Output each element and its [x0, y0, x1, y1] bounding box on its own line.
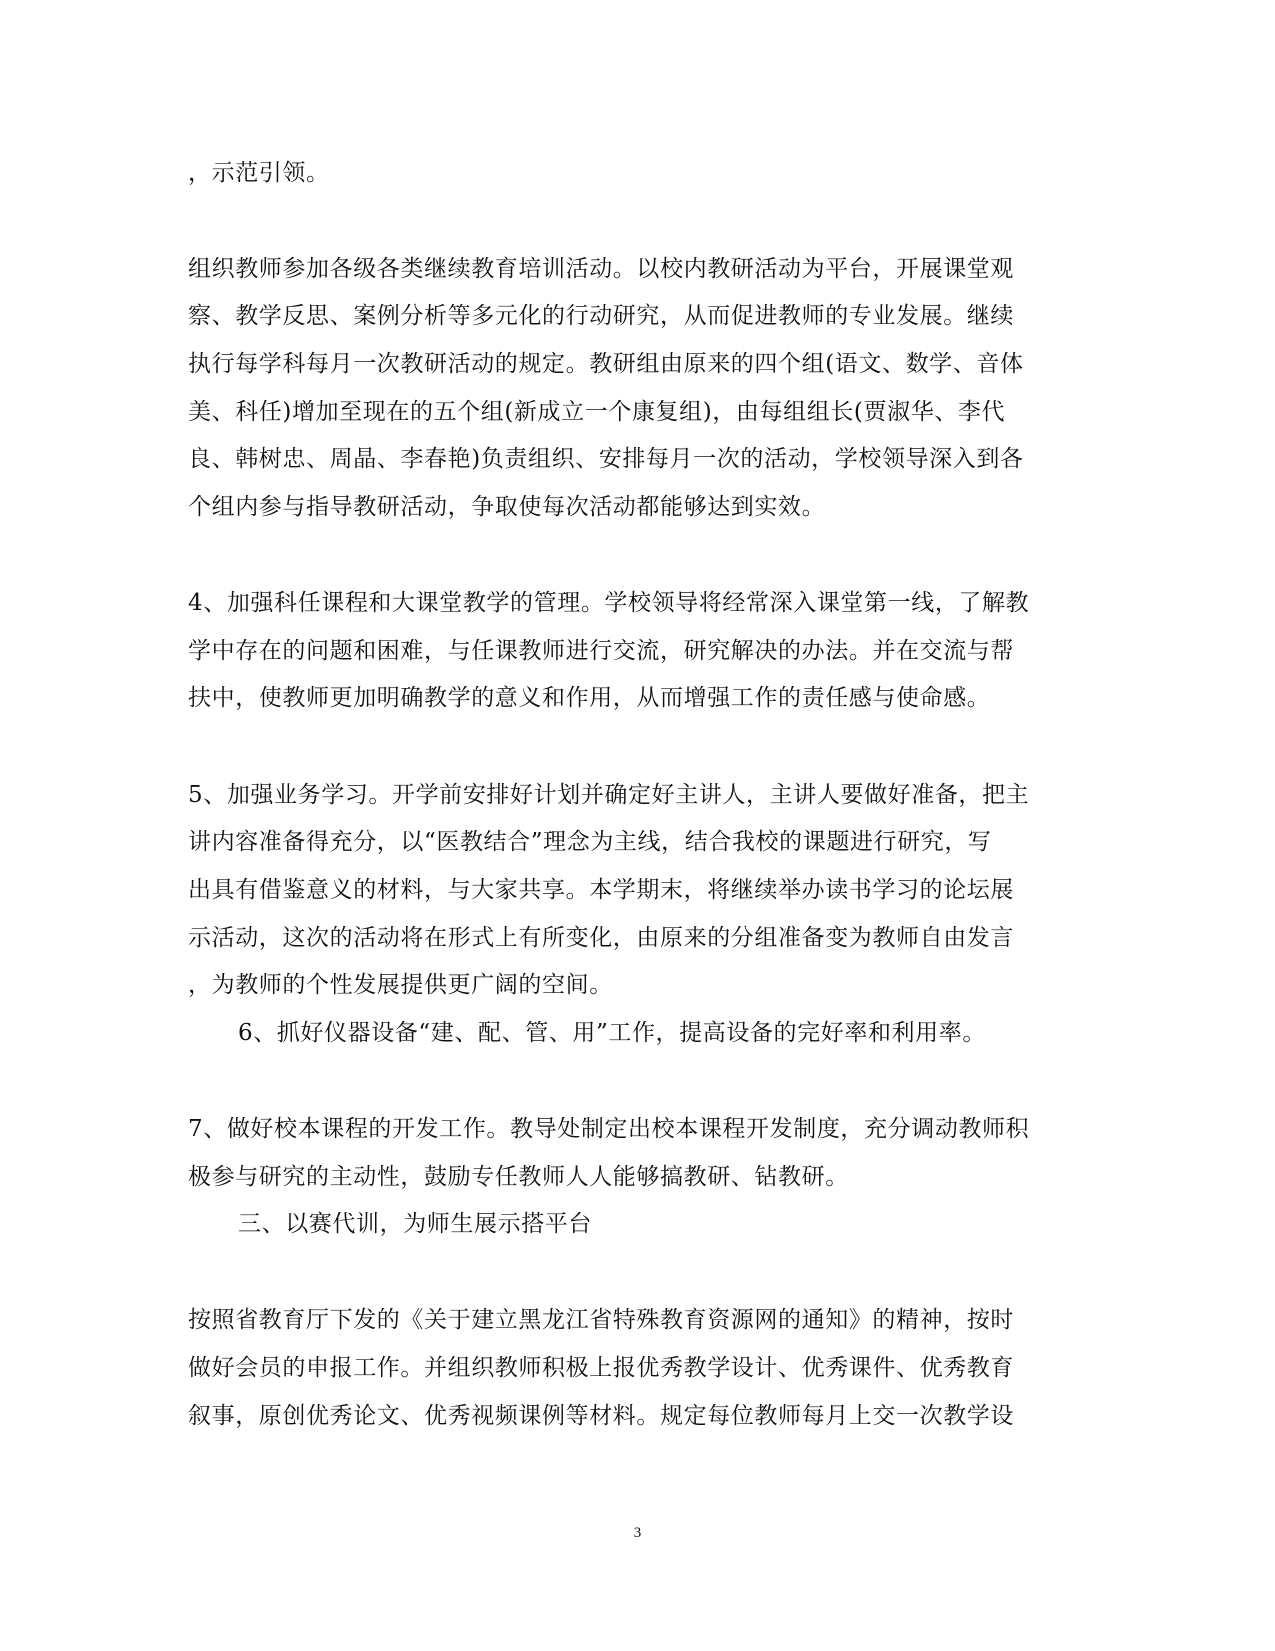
- text-line: 讲内容准备得充分，以“医教结合”理念为主线，结合我校的课题进行研究，写: [188, 829, 992, 855]
- text-line: 示活动，这次的活动将在形式上有所变化，由原来的分组准备变为教师自由发言: [188, 925, 1014, 951]
- text-line: 5、加强业务学习。开学前安排好计划并确定好主讲人，主讲人要做好准备，把主: [188, 782, 1030, 808]
- text-line: 做好会员的申报工作。并组织教师积极上报优秀教学设计、优秀课件、优秀教育: [188, 1355, 1014, 1381]
- text-line: 扶中，使教师更加明确教学的意义和作用，从而增强工作的责任感与使命感。: [188, 685, 991, 711]
- text-line: 按照省教育厅下发的《关于建立黑龙江省特殊教育资源网的通知》的精神，按时: [188, 1307, 1014, 1333]
- text-line: 学中存在的问题和困难，与任课教师进行交流，研究解决的办法。并在交流与帮: [188, 638, 1014, 664]
- text-line: ，为教师的个性发展提供更广阔的空间。: [188, 972, 613, 998]
- section-heading: 三、以赛代训，为师生展示搭平台: [238, 1211, 592, 1237]
- text-line: 良、韩树忠、周晶、李春艳)负责组织、安排每月一次的活动，学校领导深入到各: [188, 446, 1024, 472]
- page-number: 3: [633, 1525, 642, 1541]
- text-line: 极参与研究的主动性，鼓励专任教师人人能够搞教研、钻教研。: [188, 1164, 849, 1190]
- text-line: 出具有借鉴意义的材料，与大家共享。本学期末，将继续举办读书学习的论坛展: [188, 877, 1014, 903]
- text-line: 察、教学反思、案例分析等多元化的行动研究，从而促进教师的专业发展。继续: [188, 303, 1014, 329]
- text-line: 4、加强科任课程和大课堂教学的管理。学校领导将经常深入课堂第一线，了解教: [188, 590, 1030, 616]
- text-line: 叙事，原创优秀论文、优秀视频课例等材料。规定每位教师每月上交一次教学设: [188, 1403, 1014, 1429]
- text-line: 美、科任)增加至现在的五个组(新成立一个康复组)，由每组组长(贾淑华、李代: [188, 399, 1006, 425]
- text-line: 个组内参与指导教研活动，争取使每次活动都能够达到实效。: [188, 494, 826, 520]
- text-line: 6、抓好仪器设备“建、配、管、用”工作，提高设备的完好率和利用率。: [238, 1020, 986, 1046]
- text-line: ，示范引领。: [188, 160, 330, 186]
- text-line: 组织教师参加各级各类继续教育培训活动。以校内教研活动为平台，开展课堂观: [188, 256, 1014, 282]
- text-line: 执行每学科每月一次教研活动的规定。教研组由原来的四个组(语文、数学、音体: [188, 351, 1024, 377]
- text-line: 7、做好校本课程的开发工作。教导处制定出校本课程开发制度，充分调动教师积: [188, 1116, 1030, 1142]
